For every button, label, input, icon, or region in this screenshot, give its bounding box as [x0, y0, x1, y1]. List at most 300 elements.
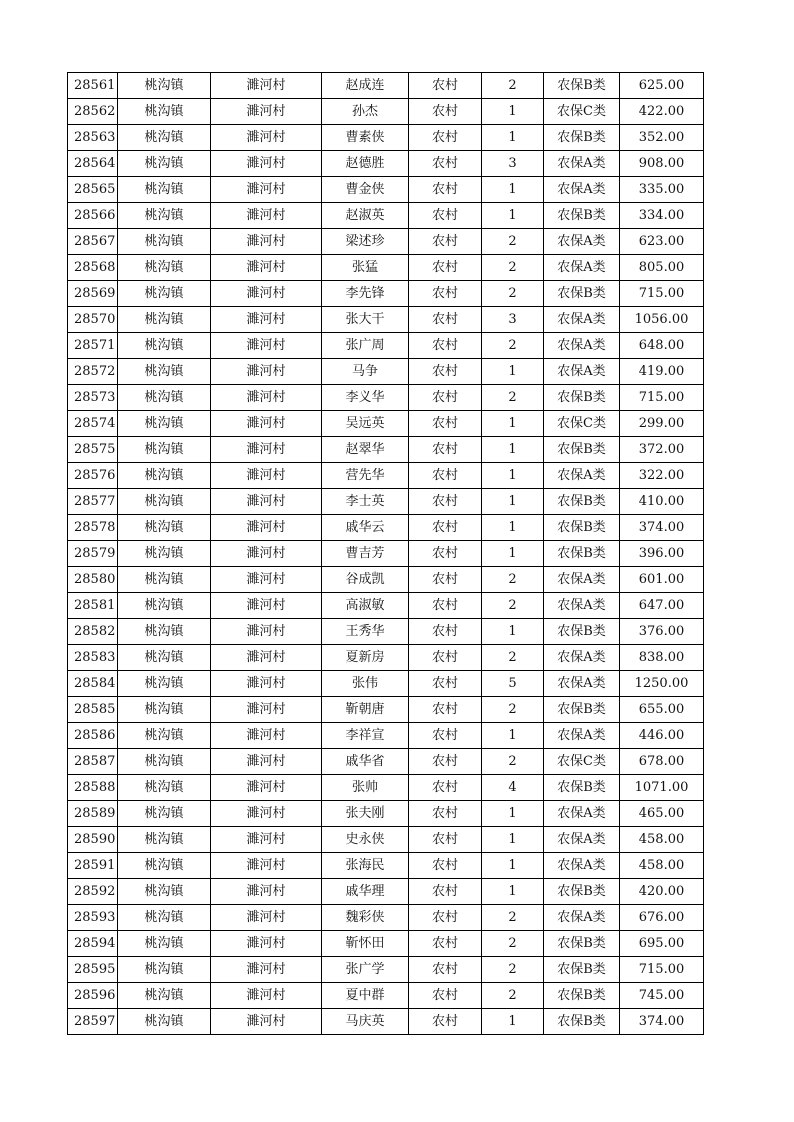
town-cell: 桃沟镇 — [118, 697, 211, 723]
town-cell: 桃沟镇 — [118, 1009, 211, 1035]
name-cell: 营先华 — [322, 463, 409, 489]
member-count-cell: 2 — [482, 255, 544, 281]
table-row — [68, 281, 704, 307]
town-cell: 桃沟镇 — [118, 723, 211, 749]
member-count-cell: 1 — [482, 801, 544, 827]
record-id-cell: 28572 — [68, 359, 118, 385]
town-cell: 桃沟镇 — [118, 151, 211, 177]
village-cell: 濉河村 — [211, 177, 322, 203]
record-id-cell: 28578 — [68, 515, 118, 541]
record-id-cell: 28587 — [68, 749, 118, 775]
member-count-cell: 5 — [482, 671, 544, 697]
name-cell: 赵淑英 — [322, 203, 409, 229]
household-type-cell: 农村 — [409, 151, 482, 177]
member-count-cell: 1 — [482, 541, 544, 567]
insurance-category-cell: 农保B类 — [544, 931, 620, 957]
table-row — [68, 879, 704, 905]
town-cell: 桃沟镇 — [118, 359, 211, 385]
table-row — [68, 411, 704, 437]
insurance-category-cell: 农保A类 — [544, 593, 620, 619]
household-type-cell: 农村 — [409, 931, 482, 957]
amount-cell: 625.00 — [620, 73, 704, 99]
record-id-cell: 28592 — [68, 879, 118, 905]
name-cell: 赵德胜 — [322, 151, 409, 177]
member-count-cell: 2 — [482, 385, 544, 411]
insurance-category-cell: 农保B类 — [544, 515, 620, 541]
town-cell: 桃沟镇 — [118, 437, 211, 463]
household-type-cell: 农村 — [409, 359, 482, 385]
member-count-cell: 2 — [482, 749, 544, 775]
household-type-cell: 农村 — [409, 411, 482, 437]
village-cell: 濉河村 — [211, 281, 322, 307]
insurance-category-cell: 农保B类 — [544, 619, 620, 645]
town-cell: 桃沟镇 — [118, 567, 211, 593]
insurance-category-cell: 农保A类 — [544, 671, 620, 697]
name-cell: 戚华云 — [322, 515, 409, 541]
roster-table-body — [68, 73, 704, 1035]
table-row — [68, 177, 704, 203]
table-row — [68, 463, 704, 489]
household-type-cell: 农村 — [409, 749, 482, 775]
town-cell: 桃沟镇 — [118, 801, 211, 827]
household-type-cell: 农村 — [409, 905, 482, 931]
town-cell: 桃沟镇 — [118, 99, 211, 125]
record-id-cell: 28593 — [68, 905, 118, 931]
insurance-category-cell: 农保B类 — [544, 385, 620, 411]
member-count-cell: 1 — [482, 489, 544, 515]
amount-cell: 396.00 — [620, 541, 704, 567]
village-cell: 濉河村 — [211, 411, 322, 437]
name-cell: 李义华 — [322, 385, 409, 411]
table-row — [68, 723, 704, 749]
town-cell: 桃沟镇 — [118, 515, 211, 541]
insurance-category-cell: 农保C类 — [544, 749, 620, 775]
member-count-cell: 2 — [482, 957, 544, 983]
record-id-cell: 28581 — [68, 593, 118, 619]
town-cell: 桃沟镇 — [118, 125, 211, 151]
household-type-cell: 农村 — [409, 229, 482, 255]
record-id-cell: 28571 — [68, 333, 118, 359]
name-cell: 梁述珍 — [322, 229, 409, 255]
member-count-cell: 1 — [482, 203, 544, 229]
record-id-cell: 28563 — [68, 125, 118, 151]
name-cell: 李士英 — [322, 489, 409, 515]
insurance-category-cell: 农保B类 — [544, 775, 620, 801]
member-count-cell: 2 — [482, 697, 544, 723]
amount-cell: 374.00 — [620, 515, 704, 541]
member-count-cell: 1 — [482, 619, 544, 645]
member-count-cell: 2 — [482, 905, 544, 931]
town-cell: 桃沟镇 — [118, 749, 211, 775]
household-type-cell: 农村 — [409, 593, 482, 619]
table-row — [68, 489, 704, 515]
table-row — [68, 775, 704, 801]
amount-cell: 374.00 — [620, 1009, 704, 1035]
name-cell: 赵翠华 — [322, 437, 409, 463]
amount-cell: 419.00 — [620, 359, 704, 385]
name-cell: 靳怀田 — [322, 931, 409, 957]
table-row — [68, 255, 704, 281]
household-type-cell: 农村 — [409, 983, 482, 1009]
name-cell: 张广周 — [322, 333, 409, 359]
village-cell: 濉河村 — [211, 385, 322, 411]
record-id-cell: 28573 — [68, 385, 118, 411]
record-id-cell: 28562 — [68, 99, 118, 125]
town-cell: 桃沟镇 — [118, 203, 211, 229]
town-cell: 桃沟镇 — [118, 827, 211, 853]
table-row — [68, 931, 704, 957]
town-cell: 桃沟镇 — [118, 879, 211, 905]
table-row — [68, 307, 704, 333]
amount-cell: 623.00 — [620, 229, 704, 255]
name-cell: 张大干 — [322, 307, 409, 333]
member-count-cell: 1 — [482, 1009, 544, 1035]
name-cell: 孙杰 — [322, 99, 409, 125]
amount-cell: 715.00 — [620, 281, 704, 307]
name-cell: 高淑敏 — [322, 593, 409, 619]
household-type-cell: 农村 — [409, 177, 482, 203]
household-type-cell: 农村 — [409, 697, 482, 723]
name-cell: 张猛 — [322, 255, 409, 281]
name-cell: 戚华理 — [322, 879, 409, 905]
record-id-cell: 28585 — [68, 697, 118, 723]
amount-cell: 676.00 — [620, 905, 704, 931]
insurance-category-cell: 农保B类 — [544, 957, 620, 983]
table-row — [68, 385, 704, 411]
table-row — [68, 957, 704, 983]
town-cell: 桃沟镇 — [118, 385, 211, 411]
village-cell: 濉河村 — [211, 73, 322, 99]
name-cell: 张伟 — [322, 671, 409, 697]
insurance-category-cell: 农保B类 — [544, 983, 620, 1009]
table-row — [68, 333, 704, 359]
village-cell: 濉河村 — [211, 879, 322, 905]
village-cell: 濉河村 — [211, 463, 322, 489]
household-type-cell: 农村 — [409, 567, 482, 593]
member-count-cell: 1 — [482, 515, 544, 541]
amount-cell: 838.00 — [620, 645, 704, 671]
table-row — [68, 203, 704, 229]
insurance-category-cell: 农保A类 — [544, 801, 620, 827]
record-id-cell: 28588 — [68, 775, 118, 801]
name-cell: 魏彩侠 — [322, 905, 409, 931]
name-cell: 吴远英 — [322, 411, 409, 437]
table-row — [68, 515, 704, 541]
village-cell: 濉河村 — [211, 567, 322, 593]
insurance-category-cell: 农保A类 — [544, 307, 620, 333]
insurance-category-cell: 农保A类 — [544, 151, 620, 177]
name-cell: 夏新房 — [322, 645, 409, 671]
member-count-cell: 1 — [482, 879, 544, 905]
table-row — [68, 99, 704, 125]
name-cell: 夏中群 — [322, 983, 409, 1009]
amount-cell: 420.00 — [620, 879, 704, 905]
insurance-category-cell: 农保A类 — [544, 567, 620, 593]
village-cell: 濉河村 — [211, 515, 322, 541]
member-count-cell: 2 — [482, 333, 544, 359]
village-cell: 濉河村 — [211, 957, 322, 983]
name-cell: 张广学 — [322, 957, 409, 983]
table-row — [68, 853, 704, 879]
table-row — [68, 437, 704, 463]
amount-cell: 458.00 — [620, 827, 704, 853]
name-cell: 张夫刚 — [322, 801, 409, 827]
member-count-cell: 1 — [482, 359, 544, 385]
record-id-cell: 28564 — [68, 151, 118, 177]
village-cell: 濉河村 — [211, 827, 322, 853]
amount-cell: 422.00 — [620, 99, 704, 125]
household-type-cell: 农村 — [409, 541, 482, 567]
table-row — [68, 801, 704, 827]
name-cell: 戚华省 — [322, 749, 409, 775]
town-cell: 桃沟镇 — [118, 853, 211, 879]
insurance-category-cell: 农保A类 — [544, 723, 620, 749]
name-cell: 赵成连 — [322, 73, 409, 99]
village-cell: 濉河村 — [211, 333, 322, 359]
amount-cell: 745.00 — [620, 983, 704, 1009]
household-type-cell: 农村 — [409, 671, 482, 697]
household-type-cell: 农村 — [409, 645, 482, 671]
name-cell: 张帅 — [322, 775, 409, 801]
member-count-cell: 1 — [482, 853, 544, 879]
member-count-cell: 1 — [482, 463, 544, 489]
record-id-cell: 28577 — [68, 489, 118, 515]
insurance-category-cell: 农保B类 — [544, 541, 620, 567]
insurance-category-cell: 农保C类 — [544, 411, 620, 437]
household-type-cell: 农村 — [409, 853, 482, 879]
table-row — [68, 593, 704, 619]
town-cell: 桃沟镇 — [118, 671, 211, 697]
household-type-cell: 农村 — [409, 1009, 482, 1035]
record-id-cell: 28569 — [68, 281, 118, 307]
town-cell: 桃沟镇 — [118, 177, 211, 203]
insurance-category-cell: 农保B类 — [544, 125, 620, 151]
record-id-cell: 28582 — [68, 619, 118, 645]
village-cell: 濉河村 — [211, 905, 322, 931]
amount-cell: 601.00 — [620, 567, 704, 593]
village-cell: 濉河村 — [211, 359, 322, 385]
household-type-cell: 农村 — [409, 827, 482, 853]
insurance-category-cell: 农保A类 — [544, 645, 620, 671]
village-cell: 濉河村 — [211, 697, 322, 723]
name-cell: 曹金侠 — [322, 177, 409, 203]
household-type-cell: 农村 — [409, 385, 482, 411]
member-count-cell: 3 — [482, 307, 544, 333]
record-id-cell: 28574 — [68, 411, 118, 437]
amount-cell: 334.00 — [620, 203, 704, 229]
insurance-category-cell: 农保A类 — [544, 905, 620, 931]
record-id-cell: 28570 — [68, 307, 118, 333]
member-count-cell: 2 — [482, 567, 544, 593]
village-cell: 濉河村 — [211, 645, 322, 671]
amount-cell: 655.00 — [620, 697, 704, 723]
name-cell: 马争 — [322, 359, 409, 385]
name-cell: 曹吉芳 — [322, 541, 409, 567]
table-row — [68, 359, 704, 385]
table-row — [68, 567, 704, 593]
table-row — [68, 619, 704, 645]
household-type-cell: 农村 — [409, 801, 482, 827]
village-cell: 濉河村 — [211, 593, 322, 619]
household-type-cell: 农村 — [409, 73, 482, 99]
village-cell: 濉河村 — [211, 229, 322, 255]
name-cell: 李先锋 — [322, 281, 409, 307]
table-row — [68, 1009, 704, 1035]
name-cell: 靳朝唐 — [322, 697, 409, 723]
amount-cell: 410.00 — [620, 489, 704, 515]
town-cell: 桃沟镇 — [118, 489, 211, 515]
village-cell: 濉河村 — [211, 671, 322, 697]
amount-cell: 648.00 — [620, 333, 704, 359]
household-type-cell: 农村 — [409, 437, 482, 463]
household-type-cell: 农村 — [409, 203, 482, 229]
insurance-category-cell: 农保A类 — [544, 229, 620, 255]
village-cell: 濉河村 — [211, 619, 322, 645]
record-id-cell: 28596 — [68, 983, 118, 1009]
village-cell: 濉河村 — [211, 437, 322, 463]
town-cell: 桃沟镇 — [118, 281, 211, 307]
town-cell: 桃沟镇 — [118, 333, 211, 359]
village-cell: 濉河村 — [211, 255, 322, 281]
record-id-cell: 28568 — [68, 255, 118, 281]
member-count-cell: 1 — [482, 125, 544, 151]
village-cell: 濉河村 — [211, 99, 322, 125]
table-row — [68, 229, 704, 255]
insurance-category-cell: 农保A类 — [544, 463, 620, 489]
village-cell: 濉河村 — [211, 307, 322, 333]
town-cell: 桃沟镇 — [118, 905, 211, 931]
name-cell: 王秀华 — [322, 619, 409, 645]
record-id-cell: 28561 — [68, 73, 118, 99]
insurance-category-cell: 农保B类 — [544, 73, 620, 99]
household-type-cell: 农村 — [409, 307, 482, 333]
household-type-cell: 农村 — [409, 125, 482, 151]
amount-cell: 465.00 — [620, 801, 704, 827]
table-row — [68, 645, 704, 671]
town-cell: 桃沟镇 — [118, 229, 211, 255]
insurance-category-cell: 农保A类 — [544, 255, 620, 281]
member-count-cell: 2 — [482, 931, 544, 957]
insurance-category-cell: 农保B类 — [544, 281, 620, 307]
table-row — [68, 541, 704, 567]
insurance-category-cell: 农保A类 — [544, 177, 620, 203]
town-cell: 桃沟镇 — [118, 983, 211, 1009]
household-type-cell: 农村 — [409, 281, 482, 307]
record-id-cell: 28597 — [68, 1009, 118, 1035]
village-cell: 濉河村 — [211, 541, 322, 567]
member-count-cell: 1 — [482, 723, 544, 749]
town-cell: 桃沟镇 — [118, 775, 211, 801]
household-type-cell: 农村 — [409, 723, 482, 749]
member-count-cell: 1 — [482, 177, 544, 203]
amount-cell: 1071.00 — [620, 775, 704, 801]
record-id-cell: 28567 — [68, 229, 118, 255]
town-cell: 桃沟镇 — [118, 619, 211, 645]
name-cell: 史永侠 — [322, 827, 409, 853]
member-count-cell: 3 — [482, 151, 544, 177]
record-id-cell: 28566 — [68, 203, 118, 229]
record-id-cell: 28586 — [68, 723, 118, 749]
town-cell: 桃沟镇 — [118, 957, 211, 983]
insurance-category-cell: 农保A类 — [544, 359, 620, 385]
household-type-cell: 农村 — [409, 489, 482, 515]
name-cell: 谷成凯 — [322, 567, 409, 593]
town-cell: 桃沟镇 — [118, 645, 211, 671]
table-row — [68, 151, 704, 177]
town-cell: 桃沟镇 — [118, 931, 211, 957]
household-type-cell: 农村 — [409, 879, 482, 905]
table-row — [68, 983, 704, 1009]
member-count-cell: 1 — [482, 99, 544, 125]
household-type-cell: 农村 — [409, 99, 482, 125]
table-row — [68, 125, 704, 151]
insurance-category-cell: 农保B类 — [544, 489, 620, 515]
household-type-cell: 农村 — [409, 775, 482, 801]
village-cell: 濉河村 — [211, 723, 322, 749]
member-count-cell: 4 — [482, 775, 544, 801]
record-id-cell: 28565 — [68, 177, 118, 203]
village-cell: 濉河村 — [211, 749, 322, 775]
amount-cell: 805.00 — [620, 255, 704, 281]
insurance-category-cell: 农保C类 — [544, 99, 620, 125]
household-type-cell: 农村 — [409, 619, 482, 645]
amount-cell: 715.00 — [620, 957, 704, 983]
member-count-cell: 1 — [482, 827, 544, 853]
village-cell: 濉河村 — [211, 853, 322, 879]
household-type-cell: 农村 — [409, 463, 482, 489]
village-cell: 濉河村 — [211, 489, 322, 515]
table-row — [68, 73, 704, 99]
record-id-cell: 28589 — [68, 801, 118, 827]
record-id-cell: 28584 — [68, 671, 118, 697]
member-count-cell: 1 — [482, 411, 544, 437]
amount-cell: 376.00 — [620, 619, 704, 645]
table-row — [68, 827, 704, 853]
amount-cell: 322.00 — [620, 463, 704, 489]
town-cell: 桃沟镇 — [118, 463, 211, 489]
table-row — [68, 671, 704, 697]
village-cell: 濉河村 — [211, 203, 322, 229]
town-cell: 桃沟镇 — [118, 307, 211, 333]
record-id-cell: 28580 — [68, 567, 118, 593]
record-id-cell: 28594 — [68, 931, 118, 957]
amount-cell: 458.00 — [620, 853, 704, 879]
insurance-category-cell: 农保B类 — [544, 697, 620, 723]
table-row — [68, 697, 704, 723]
town-cell: 桃沟镇 — [118, 411, 211, 437]
member-count-cell: 2 — [482, 983, 544, 1009]
table-row — [68, 905, 704, 931]
village-cell: 濉河村 — [211, 125, 322, 151]
member-count-cell: 2 — [482, 229, 544, 255]
town-cell: 桃沟镇 — [118, 593, 211, 619]
amount-cell: 678.00 — [620, 749, 704, 775]
member-count-cell: 2 — [482, 281, 544, 307]
insurance-category-cell: 农保A类 — [544, 827, 620, 853]
insurance-category-cell: 农保A类 — [544, 853, 620, 879]
household-type-cell: 农村 — [409, 333, 482, 359]
amount-cell: 299.00 — [620, 411, 704, 437]
name-cell: 李祥宣 — [322, 723, 409, 749]
amount-cell: 647.00 — [620, 593, 704, 619]
town-cell: 桃沟镇 — [118, 541, 211, 567]
roster-table — [67, 72, 704, 1035]
village-cell: 濉河村 — [211, 775, 322, 801]
amount-cell: 372.00 — [620, 437, 704, 463]
village-cell: 濉河村 — [211, 801, 322, 827]
amount-cell: 335.00 — [620, 177, 704, 203]
record-id-cell: 28591 — [68, 853, 118, 879]
